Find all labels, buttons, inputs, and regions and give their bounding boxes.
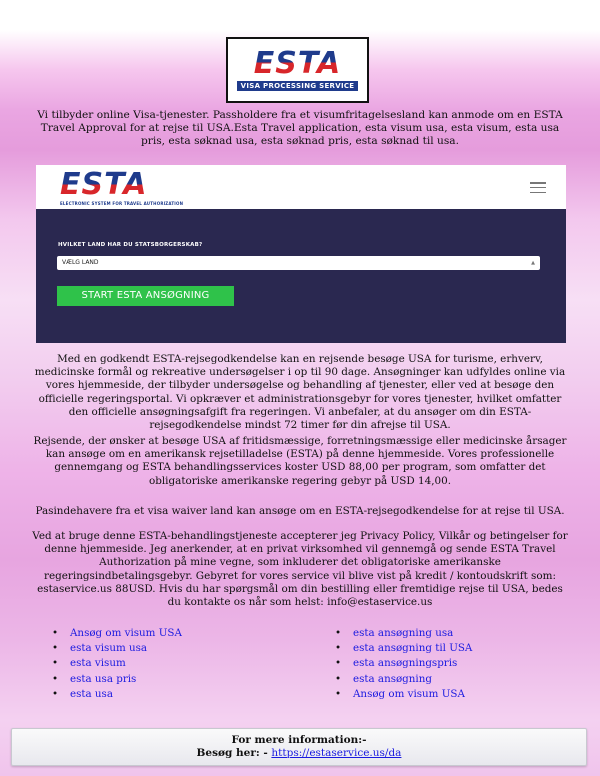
footer-heading: For mere information:- xyxy=(231,734,367,746)
link-esta-visum[interactable]: esta visum xyxy=(70,657,126,670)
start-esta-button[interactable]: START ESTA ANSØGNING xyxy=(57,286,234,306)
logo-subtitle: VISA PROCESSING SERVICE xyxy=(237,81,359,91)
list-item xyxy=(335,641,472,656)
list-item xyxy=(335,687,472,702)
link-esta-usa[interactable]: esta usa xyxy=(70,687,113,700)
country-select[interactable] xyxy=(57,256,540,270)
list-item xyxy=(52,641,182,656)
footer-url-link[interactable]: https://estaservice.us/da xyxy=(271,747,402,759)
link-esta-ansogning-usa[interactable]: esta ansøgning usa xyxy=(353,627,454,639)
link-ansog-visum-usa[interactable]: Ansøg om visum USA xyxy=(70,627,182,639)
footer-visit-label: Besøg her: - xyxy=(196,747,268,759)
hamburger-menu-icon[interactable] xyxy=(530,182,546,193)
list-item xyxy=(52,687,182,702)
paragraph-approval: Med en godkendt ESTA-rejsegodkendelse kan en rejsende besøge USA for turisme, erhverv, medicinske formål og rekreative undersøgelser i op til 90 dage. Ansøgninger kan udfyldes online via vores hjemmeside, der tilbyder undersøgelse og behandling af tjenester, eller ved at besøge den officielle regeringsportal. Vi opkræver et administrationsgebyr for vores tjenester, hvilket omfatter den officielle ansøgningsafgift fra regeringen. Vi anbefaler, at du ansøger om din ESTA-rejsegodkendelse mindst 72 timer før din afrejse til USA. xyxy=(34,353,566,432)
list-item xyxy=(335,626,472,641)
paragraph-terms: Ved at bruge denne ESTA-behandlingstjeneste accepterer jeg Privacy Policy, Vilkår og betingelser for denne hjemmeside. Jeg anerkender, at en privat virksomhed vil gennemgå og sende ESTA Travel Authorization på mine vegne, som inkluderer det obligatoriske amerikanske regeringsindbetalingsgebyr. Gebyret for vores service vil blive vist på kredit / kontoudskrift som: estaservice.us 88USD. Hvis du har spørgsmål om din bestilling eller fremtidige rejse til USA, bedes du kontakte os når som helst: info@estaservice.us xyxy=(32,530,568,609)
link-esta-ansogning-til-usa[interactable]: esta ansøgning til USA xyxy=(353,642,473,655)
list-item xyxy=(52,672,182,687)
link-ansog-visum-usa-2[interactable]: Ansøg om visum USA xyxy=(353,687,465,700)
footer-visit-line xyxy=(12,747,586,760)
screenshot-header xyxy=(36,165,566,209)
screenshot-logo: ESTA xyxy=(60,167,148,202)
link-esta-ansogningspris[interactable]: esta ansøgningspris xyxy=(353,657,458,670)
link-esta-ansogning[interactable]: esta ansøgning xyxy=(353,672,432,685)
embedded-screenshot xyxy=(36,165,566,343)
country-select-value: VÆLG LAND xyxy=(62,259,99,266)
link-esta-visum-usa[interactable]: esta visum usa xyxy=(70,642,148,655)
paragraph-travelers: Rejsende, der ønsker at besøge USA af fritidsmæssige, forretningsmæssige eller medicinske årsager kan ansøge om en amerikansk rejsetilladelse (ESTA) på denne hjemmeside. Vores professionelle gennemgang og ESTA behandlingsservices koster USD 88,00 per program, som omfatter det obligatoriske amerikanske regering gebyr på USD 14,00. xyxy=(33,435,567,487)
list-item xyxy=(335,656,472,671)
link-esta-usa-pris[interactable]: esta usa pris xyxy=(70,672,137,685)
logo-wordmark: ESTA xyxy=(253,46,342,81)
footer-info-box xyxy=(11,728,587,766)
intro-text: Vi tilbyder online Visa-tjenester. Passholdere fra et visumfritagelsesland kan anmode om en ESTA Travel Approval for at rejse til USA.Esta Travel application, esta visum usa, esta visum, esta usa pris, esta søknad usa, esta søknad pris, esta søknad til usa. xyxy=(37,109,563,148)
brand-logo xyxy=(226,37,369,103)
link-list-left xyxy=(52,626,182,702)
list-item xyxy=(52,626,182,641)
list-item xyxy=(52,656,182,671)
link-list-right xyxy=(335,626,472,702)
screenshot-logo-subtitle: ELECTRONIC SYSTEM FOR TRAVEL AUTHORIZATION xyxy=(60,201,184,206)
paragraph-visa-waiver: Pasindehavere fra et visa waiver land kan ansøge om en ESTA-rejsegodkendelse for at rejse til USA. xyxy=(35,505,565,517)
country-question-label: HVILKET LAND HAR DU STATSBORGERSKAB? xyxy=(58,242,203,248)
list-item xyxy=(335,672,472,687)
select-arrows-icon: ▲ xyxy=(531,260,535,266)
